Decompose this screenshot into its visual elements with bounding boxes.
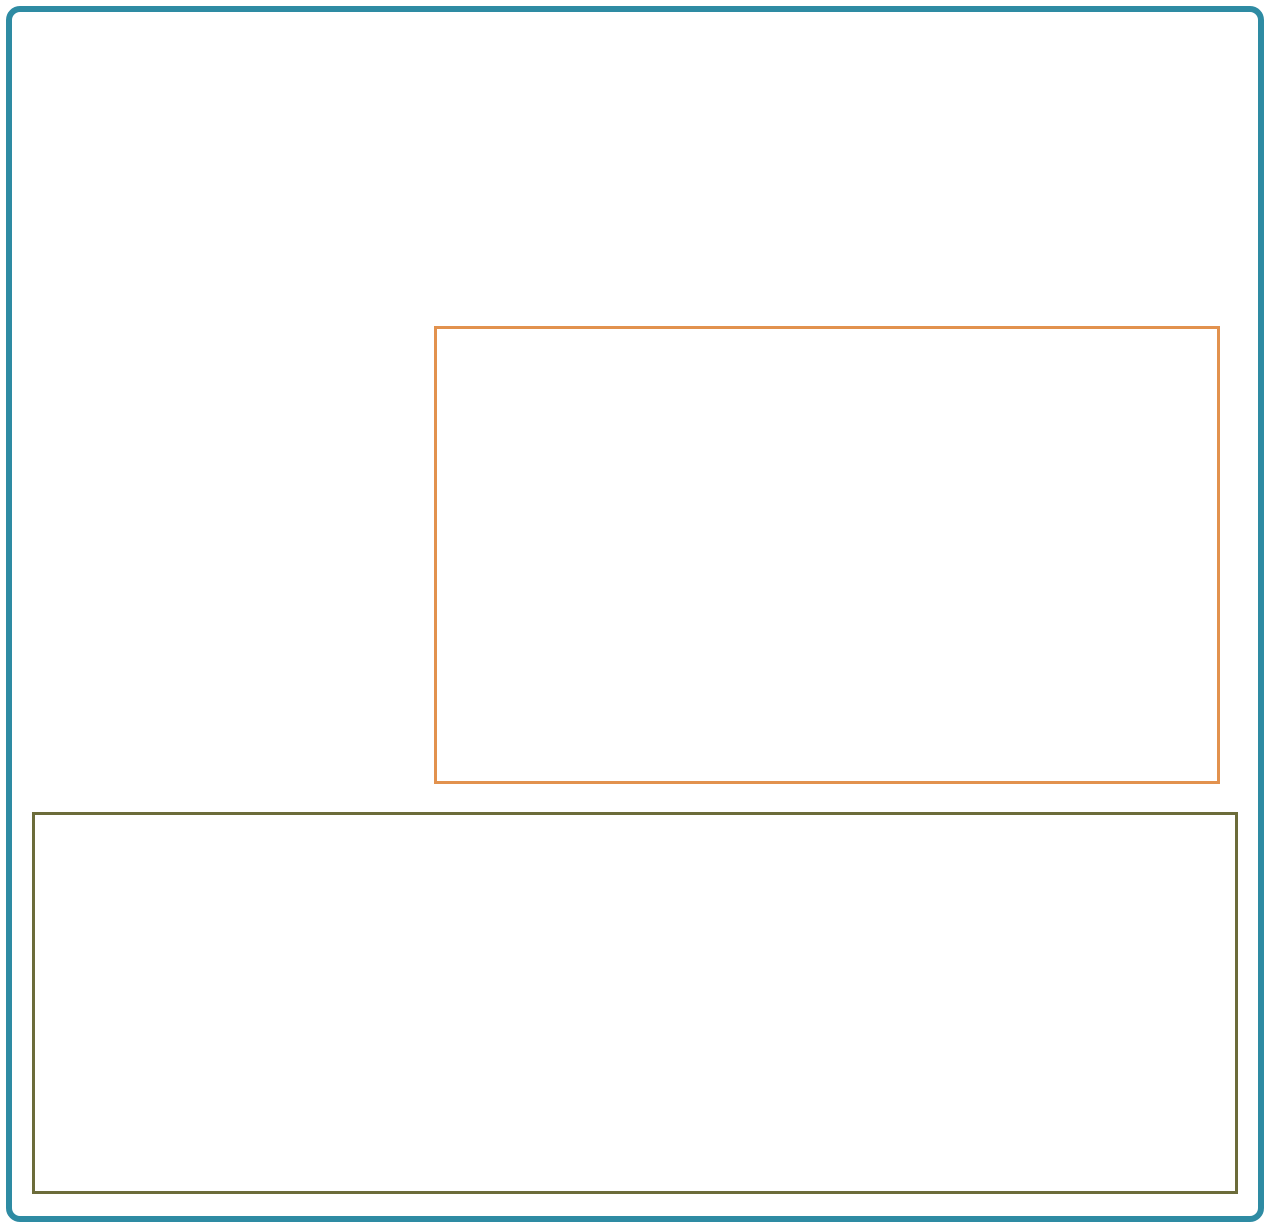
duty-grid xyxy=(35,828,1235,1136)
duty-cycle-box xyxy=(32,812,1238,1194)
burst-adaptation-box xyxy=(434,326,1220,784)
duty-col-periodic xyxy=(929,834,1223,1136)
resting-plot xyxy=(84,512,384,662)
duty-output-three-plot xyxy=(632,984,932,1134)
self-sustained-plot xyxy=(936,80,1236,230)
chart-card-self-sustained xyxy=(936,80,1236,232)
chart-card-phasic xyxy=(38,324,430,476)
duty-output-single-plot xyxy=(44,984,344,1134)
duty-col-single xyxy=(47,834,341,1136)
left-column xyxy=(38,324,430,664)
chart-card-chaos xyxy=(636,80,936,232)
duty-input-10-plot xyxy=(44,834,344,984)
duty-input-20-plot xyxy=(632,834,932,984)
chart-card-resting xyxy=(38,512,430,664)
behavior-row xyxy=(36,80,1236,232)
duty-output-periodic-plot xyxy=(926,984,1226,1134)
duty-input-15-plot xyxy=(338,834,638,984)
burst-number-adaptation-plot xyxy=(677,339,977,489)
duty-col-two xyxy=(341,834,635,1136)
single-spiking-plot xyxy=(36,80,336,230)
chart-card-periodic-spiking xyxy=(336,80,636,232)
duty-col-three xyxy=(635,834,929,1136)
chart-card-single-spiking xyxy=(36,80,336,232)
duty-output-two-plot xyxy=(338,984,638,1134)
periodic-spiking-plot xyxy=(336,80,636,230)
duty-input-90-plot xyxy=(926,834,1226,984)
chaos-plot xyxy=(636,80,936,230)
phasic-spiking-plot xyxy=(84,324,384,474)
